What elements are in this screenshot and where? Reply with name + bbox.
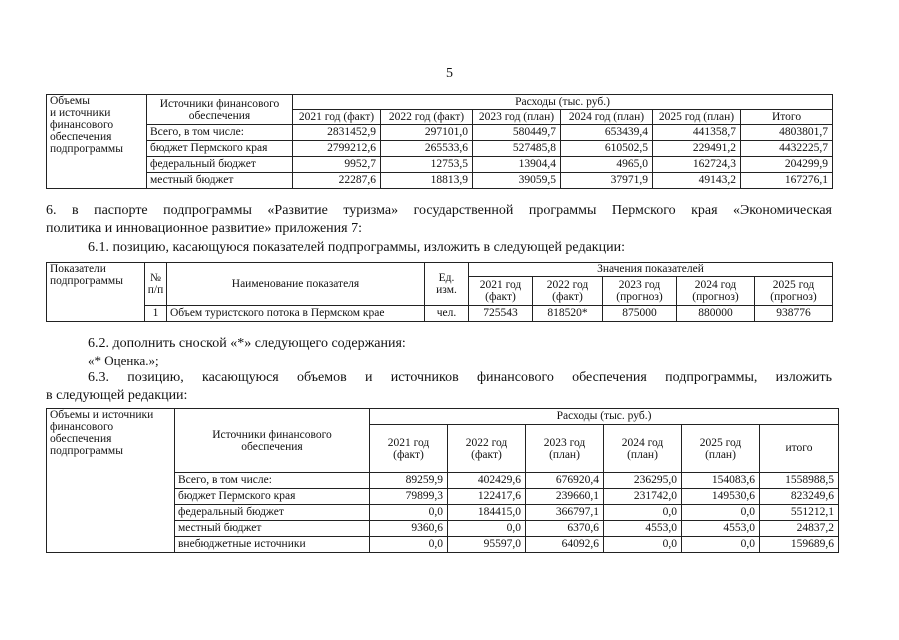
row-label: внебюджетные источники	[175, 537, 370, 553]
table2-values-header: Значения показателей	[469, 263, 833, 277]
year-header: Итого	[741, 110, 833, 125]
cell: 2799212,6	[293, 141, 381, 157]
cell: 580449,7	[473, 125, 561, 141]
cell: 610502,5	[561, 141, 653, 157]
cell: 265533,6	[381, 141, 473, 157]
cell: 4432225,7	[741, 141, 833, 157]
cell: 4553,0	[682, 521, 760, 537]
paragraph-6-line-1: 6. в паспорте подпрограммы «Развитие туризма» государственной программы Пермского края «Экономическая	[46, 203, 832, 218]
cell: 39059,5	[473, 173, 561, 189]
cell: 823249,6	[760, 489, 839, 505]
indicator-name: Объем туристского потока в Пермском крае	[167, 306, 425, 322]
cell: 441358,7	[653, 125, 741, 141]
cell: 4553,0	[604, 521, 682, 537]
table2-num-header: № п/п	[145, 263, 167, 306]
cell: 64092,6	[526, 537, 604, 553]
cell: 4803801,7	[741, 125, 833, 141]
table3-expenses-header: Расходы (тыс. руб.)	[370, 409, 839, 425]
cell: 122417,6	[448, 489, 526, 505]
cell: 236295,0	[604, 473, 682, 489]
cell: 167276,1	[741, 173, 833, 189]
table2-unit-header: Ед. изм.	[425, 263, 469, 306]
cell: 2831452,9	[293, 125, 381, 141]
cell: 159689,6	[760, 537, 839, 553]
row-label: местный бюджет	[147, 173, 293, 189]
year-header: 2023 год (прогноз)	[603, 277, 677, 306]
paragraph-6-line-2: политика и инновационное развитие» приложения 7:	[46, 221, 362, 236]
cell: 9952,7	[293, 157, 381, 173]
cell: 0,0	[682, 505, 760, 521]
cell: 297101,0	[381, 125, 473, 141]
cell: 154083,6	[682, 473, 760, 489]
year-header: итого	[760, 425, 839, 473]
indicators-table	[46, 262, 833, 322]
cell: 0,0	[604, 505, 682, 521]
cell: 24837,2	[760, 521, 839, 537]
cell: 95597,0	[448, 537, 526, 553]
cell: 6370,6	[526, 521, 604, 537]
cell: 49143,2	[653, 173, 741, 189]
row-number: 1	[145, 306, 167, 322]
cell: 184415,0	[448, 505, 526, 521]
cell: 229491,2	[653, 141, 741, 157]
page-number: 5	[446, 66, 453, 81]
paragraph-6-3-line-2: в следующей редакции:	[46, 388, 188, 403]
cell: 725543	[469, 306, 533, 322]
cell: 366797,1	[526, 505, 604, 521]
cell: 880000	[677, 306, 755, 322]
year-header: 2021 год (факт)	[293, 110, 381, 125]
cell: 0,0	[370, 537, 448, 553]
paragraph-6-1: 6.1. позицию, касающуюся показателей подпрограммы, изложить в следующей редакции:	[88, 240, 625, 255]
cell: 0,0	[370, 505, 448, 521]
year-header: 2022 год (факт)	[448, 425, 526, 473]
cell: 0,0	[448, 521, 526, 537]
paragraph-6-2-note: «* Оценка.»;	[88, 353, 159, 368]
year-header: 2024 год (план)	[604, 425, 682, 473]
table2-name-header: Наименование показателя	[167, 263, 425, 306]
cell: 818520*	[533, 306, 603, 322]
table3-sources-header: Источники финансового обеспечения	[175, 409, 370, 473]
year-header: 2021 год (факт)	[370, 425, 448, 473]
cell: 551212,1	[760, 505, 839, 521]
table1-left-label: Объемы и источники финансового обеспечения подпрограммы	[47, 95, 147, 189]
indicator-unit: чел.	[425, 306, 469, 322]
table-row	[47, 141, 833, 157]
year-header: 2022 год (факт)	[533, 277, 603, 306]
year-header: 2023 год (план)	[526, 425, 604, 473]
table-row	[47, 125, 833, 141]
table-row	[47, 157, 833, 173]
cell: 875000	[603, 306, 677, 322]
row-label: Всего, в том числе:	[147, 125, 293, 141]
cell: 37971,9	[561, 173, 653, 189]
table-row	[47, 173, 833, 189]
cell: 676920,4	[526, 473, 604, 489]
year-header: 2021 год (факт)	[469, 277, 533, 306]
row-label: Всего, в том числе:	[175, 473, 370, 489]
cell: 9360,6	[370, 521, 448, 537]
table1-expenses-header: Расходы (тыс. руб.)	[293, 95, 833, 110]
cell: 402429,6	[448, 473, 526, 489]
row-label: бюджет Пермского края	[175, 489, 370, 505]
cell: 4965,0	[561, 157, 653, 173]
funding-table-1	[46, 94, 833, 189]
cell: 527485,8	[473, 141, 561, 157]
table2-left-label: Показатели подпрограммы	[47, 263, 145, 322]
row-label: бюджет Пермского края	[147, 141, 293, 157]
year-header: 2023 год (план)	[473, 110, 561, 125]
cell: 239660,1	[526, 489, 604, 505]
cell: 89259,9	[370, 473, 448, 489]
table3-left-label: Объемы и источники финансового обеспечения подпрограммы	[47, 409, 175, 553]
cell: 22287,6	[293, 173, 381, 189]
cell: 231742,0	[604, 489, 682, 505]
year-header: 2025 год (прогноз)	[755, 277, 833, 306]
row-label: федеральный бюджет	[175, 505, 370, 521]
table1-sources-header: Источники финансового обеспечения	[147, 95, 293, 125]
cell: 204299,9	[741, 157, 833, 173]
year-header: 2025 год (план)	[653, 110, 741, 125]
paragraph-6-3-line-1: 6.3. позицию, касающуюся объемов и источников финансового обеспечения подпрограммы, изложить	[88, 370, 832, 385]
row-label: федеральный бюджет	[147, 157, 293, 173]
cell: 18813,9	[381, 173, 473, 189]
cell: 13904,4	[473, 157, 561, 173]
year-header: 2024 год (прогноз)	[677, 277, 755, 306]
cell: 12753,5	[381, 157, 473, 173]
row-label: местный бюджет	[175, 521, 370, 537]
cell: 0,0	[604, 537, 682, 553]
cell: 79899,3	[370, 489, 448, 505]
paragraph-6-2: 6.2. дополнить сноской «*» следующего содержания:	[88, 336, 406, 351]
cell: 149530,6	[682, 489, 760, 505]
cell: 1558988,5	[760, 473, 839, 489]
funding-table-2	[46, 408, 839, 553]
cell: 0,0	[682, 537, 760, 553]
year-header: 2024 год (план)	[561, 110, 653, 125]
cell: 162724,3	[653, 157, 741, 173]
table-row	[47, 306, 833, 322]
year-header: 2025 год (план)	[682, 425, 760, 473]
cell: 938776	[755, 306, 833, 322]
year-header: 2022 год (факт)	[381, 110, 473, 125]
cell: 653439,4	[561, 125, 653, 141]
